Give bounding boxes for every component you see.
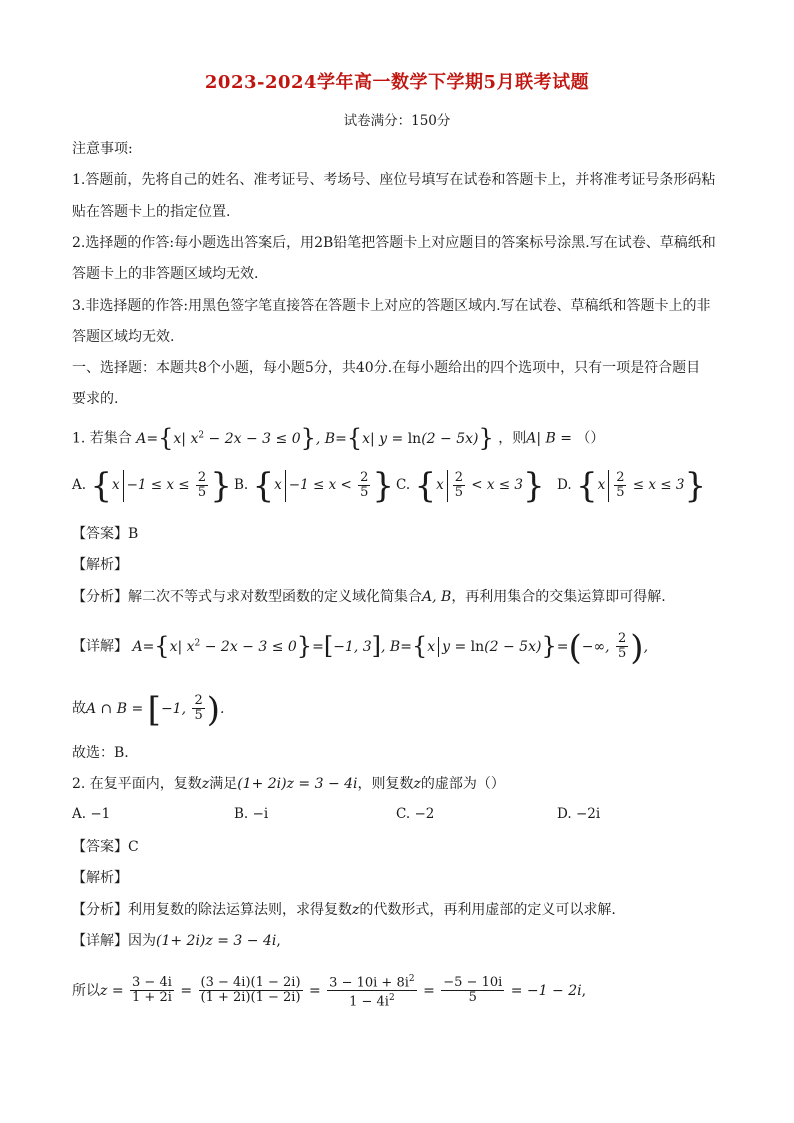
q1-fenxi-sets: A, B	[422, 589, 452, 605]
q1-so-formula: A ∩ B = [−1, $\frac{2}{5}$ ).	[86, 689, 225, 730]
q1-sets-formula: A={x| $x^2 - 2x - 3 \le 0$}, B={x| y = ln(2 − 5x)}	[136, 423, 494, 452]
q2-detail: 【详解】因为(1+ 2i)z = 3 − 4i,	[72, 933, 281, 949]
q2-option-a: A. −1	[72, 806, 111, 822]
notice-3a: 3.非选择题的作答:用黑色签字笔直接答在答题卡上对应的答题区域内.写在试卷、草稿纸和答题卡上的非	[72, 298, 711, 314]
q1-answer: 【答案】B	[72, 526, 139, 542]
section-1b: 要求的.	[72, 391, 119, 407]
notice-2b: 答题卡上的非答题区域均无效.	[72, 266, 259, 282]
notice-1a: 1.答题前，先将自己的姓名、准考证号、考场号、座位号填写在试卷和答题卡上，并将准考证号条形码粘	[72, 172, 716, 188]
q2-option-b: B. −i	[234, 806, 269, 822]
q1-detail-formula: A={x| $x^2 - 2x - 3 \le 0\}=[-1$, 3], B={x y = ln(2 − 5x)}=(−∞, $\frac{2}{5}$ ),	[132, 627, 649, 668]
q2-fenxi: 【分析】利用复数的除法运算法则，求得复数z的代数形式，再利用虚部的定义可以求解.	[72, 902, 616, 918]
q1-option-c: C. {x $\frac{2}{5}$ < x ≤ 3}	[396, 466, 545, 506]
q1-stem-end: （）	[576, 430, 605, 447]
q1-analysis-label: 【解析】	[72, 557, 128, 573]
q1-detail-label: 【详解】	[72, 638, 128, 655]
q2-so: 所以z = $\frac{3 - 4i}{1 + 2i}$ = $\frac{(3 - 4i)(1 - 2i)}{(1 + 2i)(1 - 2i)}$ = $\frac{3 - 10i + 8i^2}{1 - 4i^2}$ = $\frac{-5 - 10i}{5}$ = −1 − 2i,	[72, 974, 587, 1010]
doc-subtitle: 试卷满分：150分	[343, 113, 451, 129]
section-1a: 一、选择题：本题共8个小题，每小题5分，共40分.在每小题给出的四个选项中，只有一项是符合题目	[72, 360, 701, 376]
q1-option-d: D. {x $\frac{2}{5}$ ≤ x ≤ 3}	[557, 466, 707, 506]
q1-stem-prefix: 1. 若集合	[72, 430, 132, 447]
q1-option-b: B. {x −1 ≤ x < $\frac{2}{5}$ }	[234, 466, 395, 506]
q1-option-a: A. {x −1 ≤ x ≤ $\frac{2}{5}$ }	[72, 466, 232, 506]
q2-so-formula: z = $\frac{3 - 4i}{1 + 2i}$ = $\frac{(3 - 4i)(1 - 2i)}{(1 + 2i)(1 - 2i)}$ = $\frac{3 - 10i + 8i^2}{1 - 4i^2}$ = $\frac{-5 - 10i}{5}$ = −1 − 2i	[100, 974, 582, 1010]
q1-intersection: A| B =	[526, 430, 572, 447]
doc-title: 2023-2024学年高一数学下学期5月联考试题	[204, 72, 590, 93]
notice-1b: 贴在答题卡上的指定位置.	[72, 204, 231, 220]
q1-choose: 故选：B.	[72, 745, 129, 761]
notice-3b: 答题区域均无效.	[72, 329, 175, 345]
q2-analysis-label: 【解析】	[72, 870, 128, 886]
q1-stem	[72, 423, 730, 452]
q2-option-d: D. −2i	[557, 806, 601, 822]
q2-answer: 【答案】C	[72, 839, 139, 855]
q2-stem: 2. 在复平面内，复数z满足(1+ 2i)z = 3 − 4i，则复数z的虚部为（）	[72, 776, 505, 792]
q1-stem-suffix: ，则	[498, 430, 527, 447]
q2-option-c: C. −2	[396, 806, 435, 822]
q1-so: 故A ∩ B = [−1, $\frac{2}{5}$ ).	[72, 689, 225, 730]
notice-2a: 2.选择题的作答:每小题选出答案后，用2B铅笔把答题卡上对应题目的答案标号涂黑.写在试卷、草稿纸和	[72, 235, 716, 251]
notice-heading: 注意事项:	[72, 141, 133, 157]
q1-fenxi: 【分析】解二次不等式与求对数型函数的定义域化简集合A, B，再利用集合的交集运算即可得解.	[72, 589, 666, 605]
q1-detail	[72, 627, 730, 668]
